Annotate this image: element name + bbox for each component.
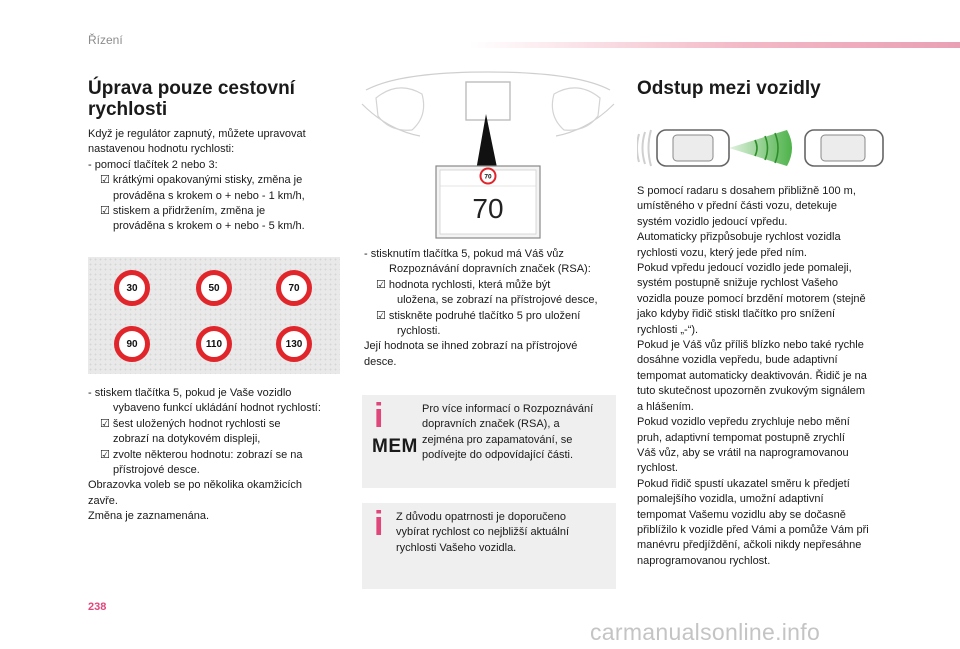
text-line: rychlosti Vašeho vozidla. <box>396 541 517 554</box>
text-line: umístěného v přední části vozu, detekuje <box>637 200 837 213</box>
speed-limit-sign: 30 <box>114 270 150 306</box>
text-line: přiblížilo k vozidle před Vámi a pomůže Vám při <box>637 523 869 536</box>
middle-text <box>364 247 598 370</box>
text-line: systém vozidlo jedoucí vpředu. <box>637 215 788 228</box>
text-line: Pokud vozidlo vepředu zrychluje nebo mění <box>637 416 850 429</box>
text-line: manévru předjíždění, ačkoli nikdy nepřesáhne <box>637 539 862 552</box>
text-line: zejména pro zapamatování, se <box>422 433 573 446</box>
info-box-advice-text <box>396 510 569 556</box>
text-line: Pokud vpředu jedoucí vozidlo jede pomaleji, <box>637 262 852 275</box>
text-line: nastavenou hodnotu rychlosti: <box>88 143 235 156</box>
text-line: rychlosti vozu, který jede před ním. <box>637 246 807 259</box>
text-line: naprogramovanou rychlost. <box>637 554 771 567</box>
text-line: rychlosti „-“). <box>637 323 699 336</box>
text-line: vybírat rychlost co nejbližší aktuální <box>396 526 570 539</box>
text-line: Pokud řidič spustí ukazatel směru k předjetí <box>637 477 850 490</box>
dial-left <box>376 88 424 130</box>
dial-right <box>552 88 600 130</box>
info-box-mem-text <box>422 402 593 464</box>
text-line: vozidla pouze pomocí brzdění motorem (stejně <box>637 292 866 305</box>
text-line: - stiskem tlačítka 5, pokud je Vaše vozidlo <box>88 387 292 399</box>
text-line: - pomocí tlačítek 2 nebo 3: <box>88 158 218 171</box>
text-line: Obrazovka voleb se po několika okamžicích <box>88 479 302 492</box>
text-line: rychlosti. <box>397 325 441 338</box>
text-line: prováděna s krokem o + nebo - 1 km/h, <box>113 189 305 202</box>
text-line: - stisknutím tlačítka 5, pokud má Váš vůz <box>364 248 564 260</box>
text-line: zobrazí na dotykovém displeji, <box>113 433 261 446</box>
text-line: dosáhne vozidla vepředu, bude adaptivní <box>637 354 838 367</box>
text-line: desce. <box>364 355 397 368</box>
motion-line <box>649 130 652 166</box>
info-icon: i <box>374 397 384 435</box>
text-line: jako kdyby řidič stiskl tlačítko pro snížení <box>637 308 836 321</box>
left-intro-text <box>88 127 306 235</box>
left-heading-line-1: Úprava pouze cestovní <box>88 78 295 99</box>
text-line: Automaticky přizpůsobuje rychlost vozidla <box>637 231 841 244</box>
dashboard-outline <box>556 104 614 136</box>
left-second-text <box>88 386 321 525</box>
radar-beam <box>729 130 792 166</box>
page-number: 238 <box>88 601 107 613</box>
motion-line <box>643 132 646 164</box>
text-line: ☑ hodnota rychlosti, která může být <box>376 278 551 291</box>
text-line: uložena, se zobrazí na přístrojové desce, <box>397 294 598 307</box>
speed-limit-sign: 130 <box>276 326 312 362</box>
header-accent-bar <box>470 42 960 48</box>
text-line: tempomat Vašemu vozidlu aby se dočasně <box>637 508 846 521</box>
speed-limit-sign: 110 <box>196 326 232 362</box>
text-line: tuto skutečnost upozorněn zvukovým signálem <box>637 385 866 398</box>
text-line: Pokud je Váš vůz příliš blízko nebo také rychle <box>637 339 864 352</box>
text-line: prováděna s krokem o + nebo - 5 km/h. <box>113 220 305 233</box>
mem-badge: MEM <box>372 436 418 457</box>
speed-limit-sign: 90 <box>114 326 150 362</box>
cluster-screen <box>466 82 510 120</box>
text-line: systém postupně snižuje rychlost Vašeho <box>637 277 838 290</box>
text-line: pruh, adaptivní tempomat postupně zrychlí <box>637 431 845 444</box>
vehicle-ahead-roof <box>821 135 865 161</box>
speed-limit-sign: 50 <box>196 270 232 306</box>
text-line: vybaveno funkcí ukládání hodnot rychlostí: <box>113 402 321 415</box>
info-box-mem <box>362 395 616 488</box>
text-line: S pomocí radaru s dosahem přibližně 100 m, <box>637 185 856 197</box>
section-title: Řízení <box>88 33 123 47</box>
text-line: rychlost. <box>637 462 678 475</box>
own-car-roof <box>673 135 713 161</box>
text-line: přístrojové desce. <box>113 464 200 477</box>
dashboard-outline <box>362 104 420 136</box>
right-heading: Odstup mezi vozidly <box>637 78 821 99</box>
motion-line <box>637 134 639 162</box>
speed-signs-panel <box>88 257 340 374</box>
text-line: a hlášením. <box>637 400 694 413</box>
instrument-cluster-illustration <box>360 70 616 240</box>
text-line: tempomat automaticky deaktivován. Řidič je na <box>637 369 867 382</box>
text-line: Když je regulátor zapnutý, můžete upravovat <box>88 128 306 140</box>
info-icon: i <box>374 505 384 543</box>
text-line: Rozpoznávání dopravních značek (RSA): <box>389 263 591 276</box>
left-heading-line-2: rychlosti <box>88 99 168 120</box>
text-line: Z důvodu opatrnosti je doporučeno <box>396 511 567 523</box>
text-line: podívejte do odpovídající části. <box>422 449 574 462</box>
text-line: pomalejšího vozidla, umožní adaptivní <box>637 493 824 506</box>
text-line: ☑ krátkými opakovanými stisky, změna je <box>100 174 303 187</box>
text-line: ☑ zvolte některou hodnotu: zobrazí se na <box>100 448 303 461</box>
text-line: zavře. <box>88 494 118 507</box>
small-speed-sign-value: 70 <box>484 173 492 181</box>
info-box-advice <box>362 503 616 589</box>
watermark: carmanualsonline.info <box>590 619 821 645</box>
text-line: Pro více informací o Rozpoznávání <box>422 403 594 415</box>
text-line: Váš vůz, aby se vrátil na naprogramovanou <box>637 446 849 459</box>
text-line: Změna je zaznamenána. <box>88 510 210 523</box>
text-line: ☑ šest uložených hodnot rychlosti se <box>100 417 281 430</box>
text-line: dopravních značek (RSA), a <box>422 418 560 431</box>
left-heading <box>88 78 295 120</box>
speed-limit-sign: 70 <box>276 270 312 306</box>
text-line: Její hodnota se ihned zobrazí na přístrojové <box>364 340 578 353</box>
text-line: ☑ stiskněte podruhé tlačítko 5 pro uložení <box>376 309 581 322</box>
right-text <box>637 184 869 569</box>
text-line: ☑ stiskem a přidržením, změna je <box>100 205 266 218</box>
cluster-speed-value: 70 <box>472 193 504 224</box>
radar-distance-illustration <box>637 124 886 172</box>
